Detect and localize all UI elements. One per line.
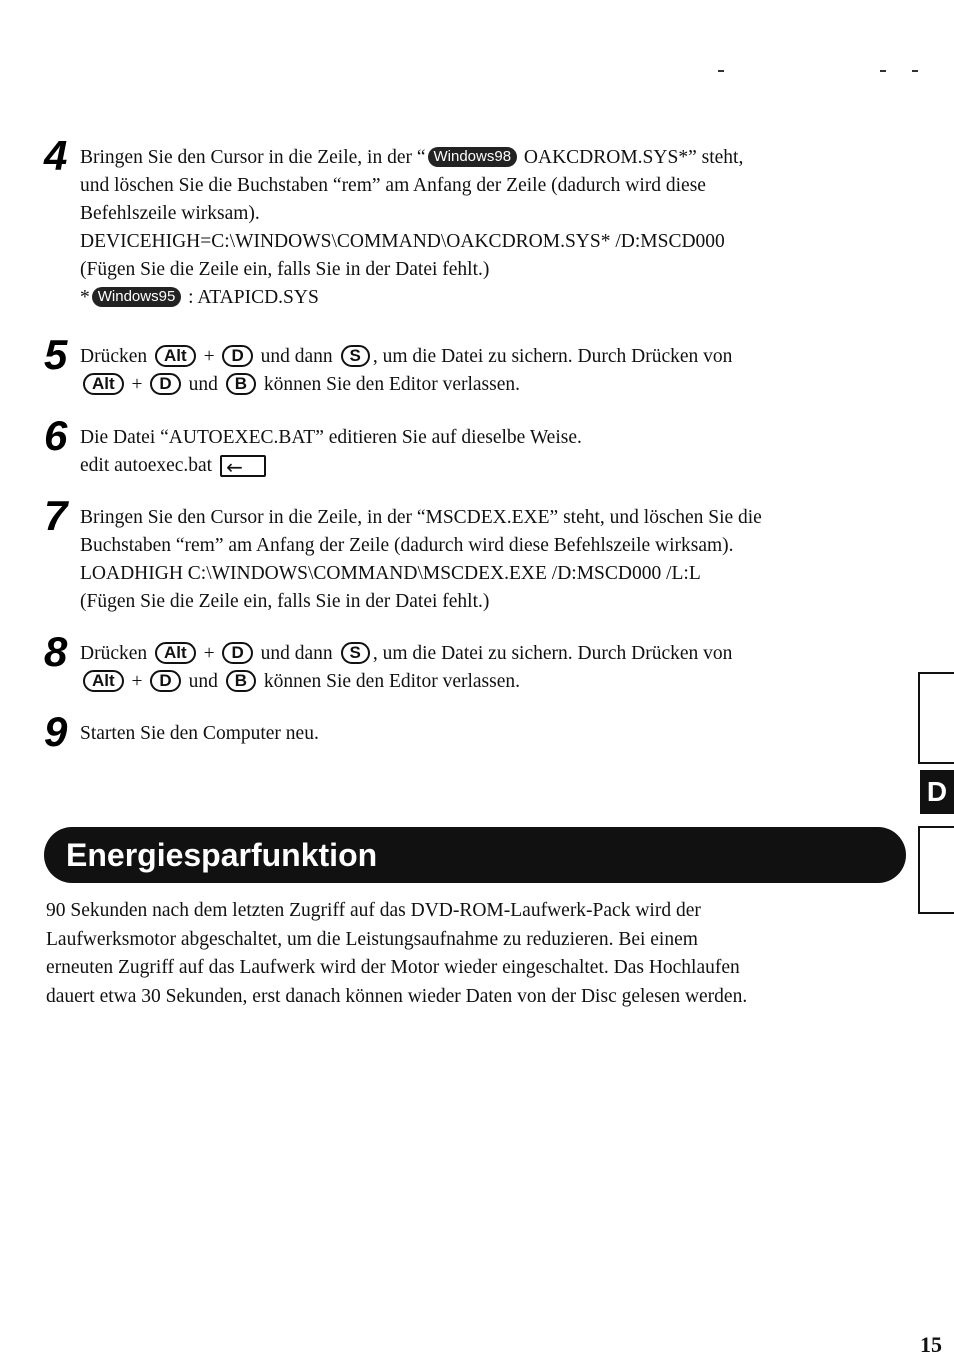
b-key: B xyxy=(226,670,256,692)
windows98-badge: Windows98 xyxy=(428,147,518,167)
step-text-line: Befehlszeile wirksam). xyxy=(80,203,260,224)
body-line: erneuten Zugriff auf das Laufwerk wird der Motor wieder eingeschaltet. Das Hochlaufen xyxy=(46,957,740,978)
command-line: edit autoexec.bat← xyxy=(80,452,914,480)
scan-mark xyxy=(718,70,724,72)
step-text-line: Starten Sie den Computer neu. xyxy=(80,723,319,744)
step-text-line: Drücken Alt + D und dann S , um die Datei zu sichern. Durch Drücken von xyxy=(80,346,733,367)
d-key: D xyxy=(222,345,252,367)
step-9 xyxy=(44,708,914,755)
step-text-line: (Fügen Sie die Zeile ein, falls Sie in der Datei fehlt.) xyxy=(80,591,490,612)
body-line: dauert etwa 30 Sekunden, erst danach können wieder Daten von der Disc gelesen werden. xyxy=(46,985,748,1007)
d-key: D xyxy=(222,642,252,664)
scan-mark xyxy=(912,70,918,72)
step-text-line: Bringen Sie den Cursor in die Zeile, in der “ Windows98 OAKCDROM.SYS*” steht, xyxy=(80,147,744,168)
step-number: 4 xyxy=(44,132,68,179)
side-tab-frame xyxy=(918,672,954,764)
step-8 xyxy=(44,628,914,696)
alt-key: Alt xyxy=(155,345,196,367)
step-6 xyxy=(44,412,914,480)
step-number: 7 xyxy=(44,492,68,539)
step-7 xyxy=(44,492,914,616)
s-key: S xyxy=(341,642,370,664)
step-text-line: Alt + D und B können Sie den Editor verlassen. xyxy=(80,371,914,399)
section-body xyxy=(46,897,916,1011)
step-text-line: Bringen Sie den Cursor in die Zeile, in der “MSCDEX.EXE” steht, und löschen Sie die xyxy=(80,507,762,528)
alt-key: Alt xyxy=(83,373,124,395)
step-text-line: Die Datei “AUTOEXEC.BAT” editieren Sie auf dieselbe Weise. xyxy=(80,427,582,448)
step-number: 9 xyxy=(44,708,68,755)
d-key: D xyxy=(150,670,180,692)
b-key: B xyxy=(226,373,256,395)
side-tab-d: D xyxy=(920,770,954,814)
command-line: LOADHIGH C:\WINDOWS\COMMAND\MSCDEX.EXE /D:MSCD000 /L:L xyxy=(80,563,701,584)
alt-key: Alt xyxy=(83,670,124,692)
step-number: 8 xyxy=(44,628,68,675)
s-key: S xyxy=(341,345,370,367)
step-text-line: * Windows95 : ATAPICD.SYS xyxy=(80,287,319,308)
body-line: 90 Sekunden nach dem letzten Zugriff auf das DVD-ROM-Laufwerk-Pack wird der xyxy=(46,900,701,921)
step-text-line: und löschen Sie die Buchstaben “rem” am Anfang der Zeile (dadurch wird diese xyxy=(80,175,706,196)
step-5 xyxy=(44,331,914,399)
scan-mark xyxy=(880,70,886,72)
step-text-line: Buchstaben “rem” am Anfang der Zeile (dadurch wird diese Befehlszeile wirksam). xyxy=(80,535,734,556)
step-number: 5 xyxy=(44,331,68,378)
step-text-line: Drücken Alt + D und dann S , um die Datei zu sichern. Durch Drücken von xyxy=(80,643,733,664)
windows95-badge: Windows95 xyxy=(92,287,182,307)
alt-key: Alt xyxy=(155,642,196,664)
step-number: 6 xyxy=(44,412,68,459)
enter-key-icon xyxy=(220,455,266,477)
page-number: 15 xyxy=(920,1332,942,1357)
step-text-line: (Fügen Sie die Zeile ein, falls Sie in der Datei fehlt.) xyxy=(80,259,490,280)
side-tab-frame xyxy=(918,826,954,914)
step-text-line: Alt + D und B können Sie den Editor verlassen. xyxy=(80,668,914,696)
d-key: D xyxy=(150,373,180,395)
step-4 xyxy=(44,132,914,312)
body-line: Laufwerksmotor abgeschaltet, um die Leistungsaufnahme zu reduzieren. Bei einem xyxy=(46,928,698,950)
command-line: DEVICEHIGH=C:\WINDOWS\COMMAND\OAKCDROM.SYS* /D:MSCD000 xyxy=(80,231,725,252)
section-title: Energiesparfunktion xyxy=(66,837,378,873)
section-banner xyxy=(44,827,906,883)
